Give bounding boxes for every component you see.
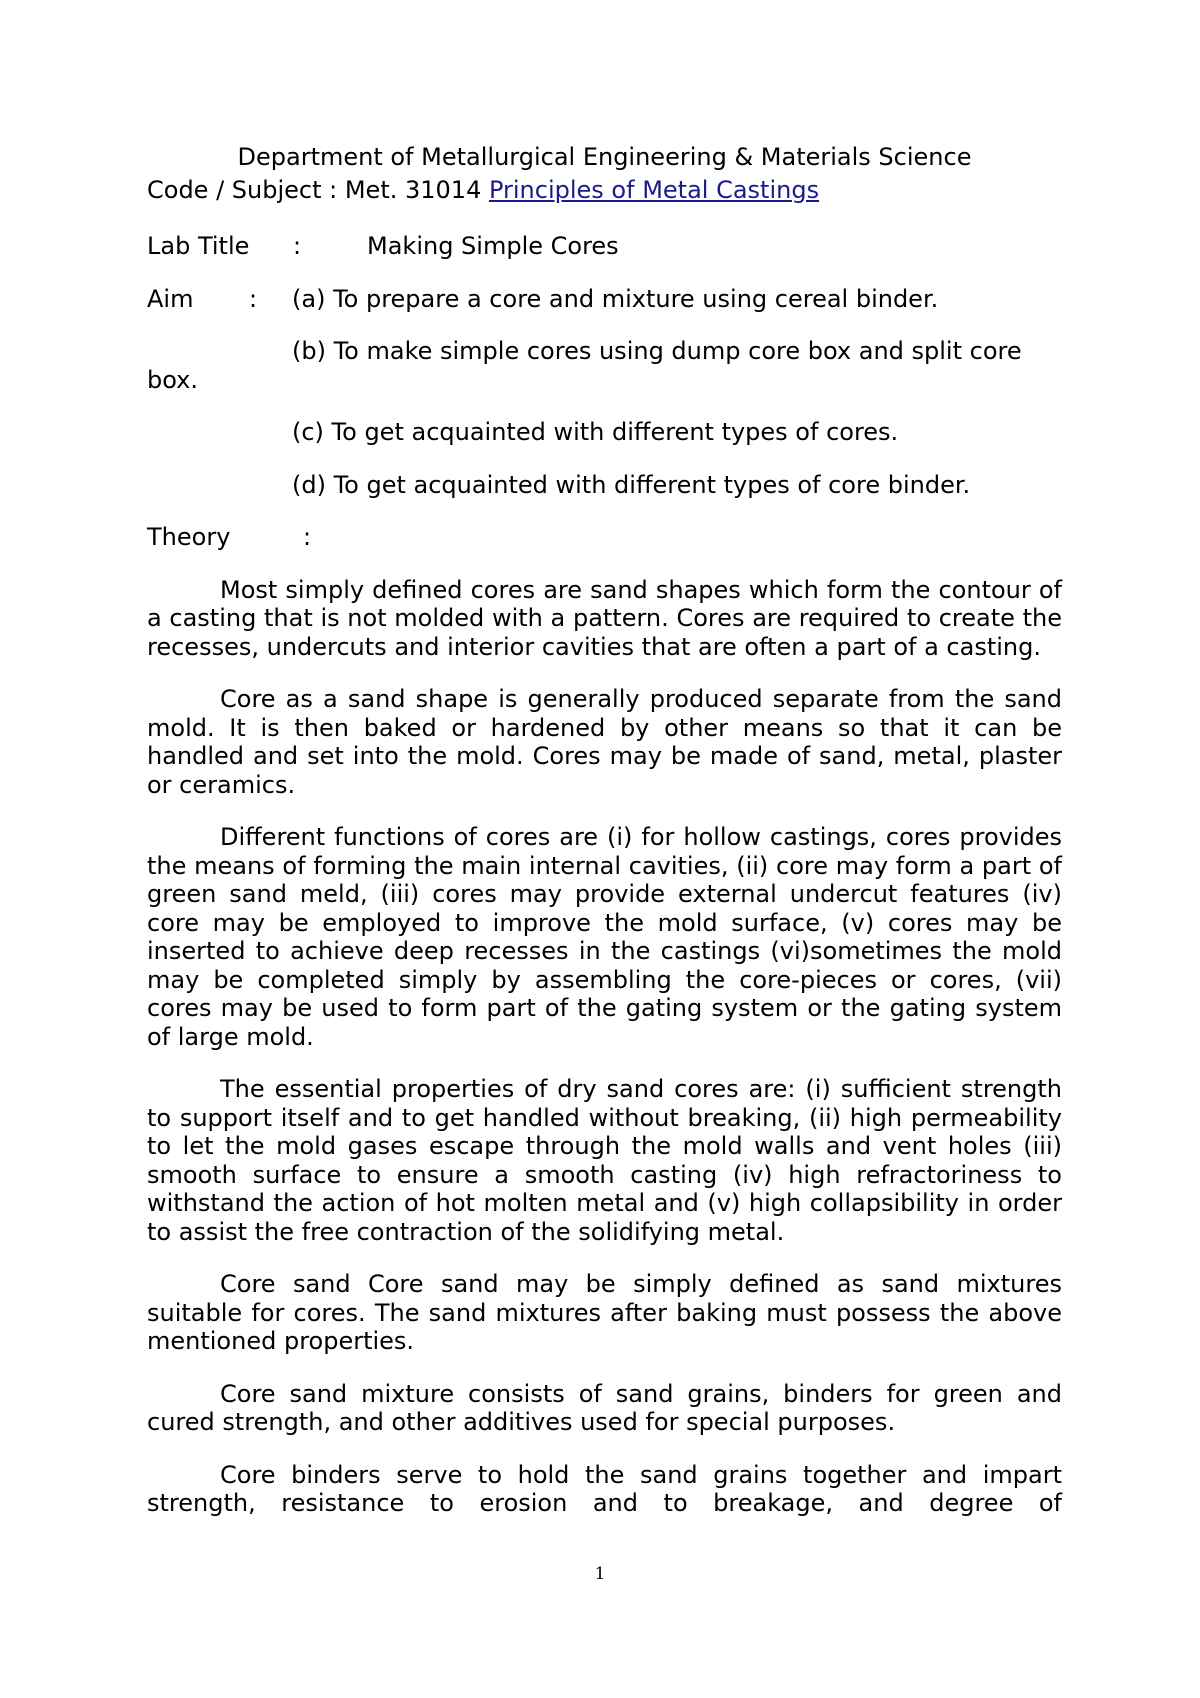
page-number: 1 xyxy=(594,1564,606,1584)
theory-paragraph: Core as a sand shape is generally produced separate from the sand mold. It is then baked or hardened by other means so that it can be handled and set into the mold. Cores may be made of sand, metal, plaster or ceramics. xyxy=(147,685,1062,799)
aim-row xyxy=(147,285,1062,314)
theory-paragraph: Core binders serve to hold the sand grains together and impart strength, resistance to erosion and to breakage, and degree of xyxy=(147,1460,1062,1517)
lab-title-value: Making Simple Cores xyxy=(367,232,619,260)
subject-line xyxy=(147,176,1062,205)
lab-title-label: Lab Title xyxy=(147,232,250,260)
theory-paragraph: Different functions of cores are (i) for hollow castings, cores provides the means of forming the main internal cavities, (ii) core may form a part of green sand meld, (iii) cores may provide external undercut features (iv) core may be employed to improve the mold surface, (v) cores may be inserted to achieve deep recesses in the castings (vi)sometimes the mold may be completed simply by assembling the core-pieces or cores, (vii) cores may be used to form part of the gating system or the gating system of large mold. xyxy=(147,823,1062,1051)
aim-label: Aim xyxy=(147,284,194,313)
theory-paragraph: The essential properties of dry sand cores are: (i) sufficient strength to support itself and to get handled without breaking, (ii) high permeability to let the mold gases escape through the mold walls and vent holes (iii) smooth surface to ensure a smooth casting (iv) high refractoriness to withstand the action of hot molten metal and (v) high collapsibility in order to assist the free contraction of the solidifying metal. xyxy=(147,1075,1062,1246)
aim-item-b: (b) To make simple cores using dump core box and split core box. xyxy=(147,337,1022,394)
theory-row xyxy=(147,523,1062,552)
aim-item-c: (c) To get acquainted with different types of cores. xyxy=(292,418,899,446)
theory-label: Theory xyxy=(147,523,231,551)
aim-item-d: (d) To get acquainted with different types of core binder. xyxy=(292,470,971,499)
subject-link[interactable]: Principles of Metal Castings xyxy=(488,175,820,204)
theory-paragraph: Core sand mixture consists of sand grains, binders for green and cured strength, and other additives used for special purposes. xyxy=(147,1379,1062,1436)
department-heading: Department of Metallurgical Engineering & Materials Science xyxy=(237,143,972,171)
theory-colon: : xyxy=(303,523,312,551)
aim-colon: : xyxy=(249,284,258,313)
aim-item-a: (a) To prepare a core and mixture using cereal binder. xyxy=(292,284,939,313)
lab-title-colon: : xyxy=(293,232,302,260)
document-content xyxy=(147,143,1062,1518)
theory-paragraph: Most simply defined cores are sand shapes which form the contour of a casting that is not molded with a pattern. Cores are required to create the recesses, undercuts and interior cavities that are often a part of a casting. xyxy=(147,575,1062,661)
theory-paragraph: Core sand Core sand may be simply defined as sand mixtures suitable for cores. The sand mixtures after baking must possess the above mentioned properties. xyxy=(147,1270,1062,1355)
subject-code: Code / Subject : Met. 31014 xyxy=(147,175,489,204)
lab-title-row xyxy=(147,232,1062,261)
